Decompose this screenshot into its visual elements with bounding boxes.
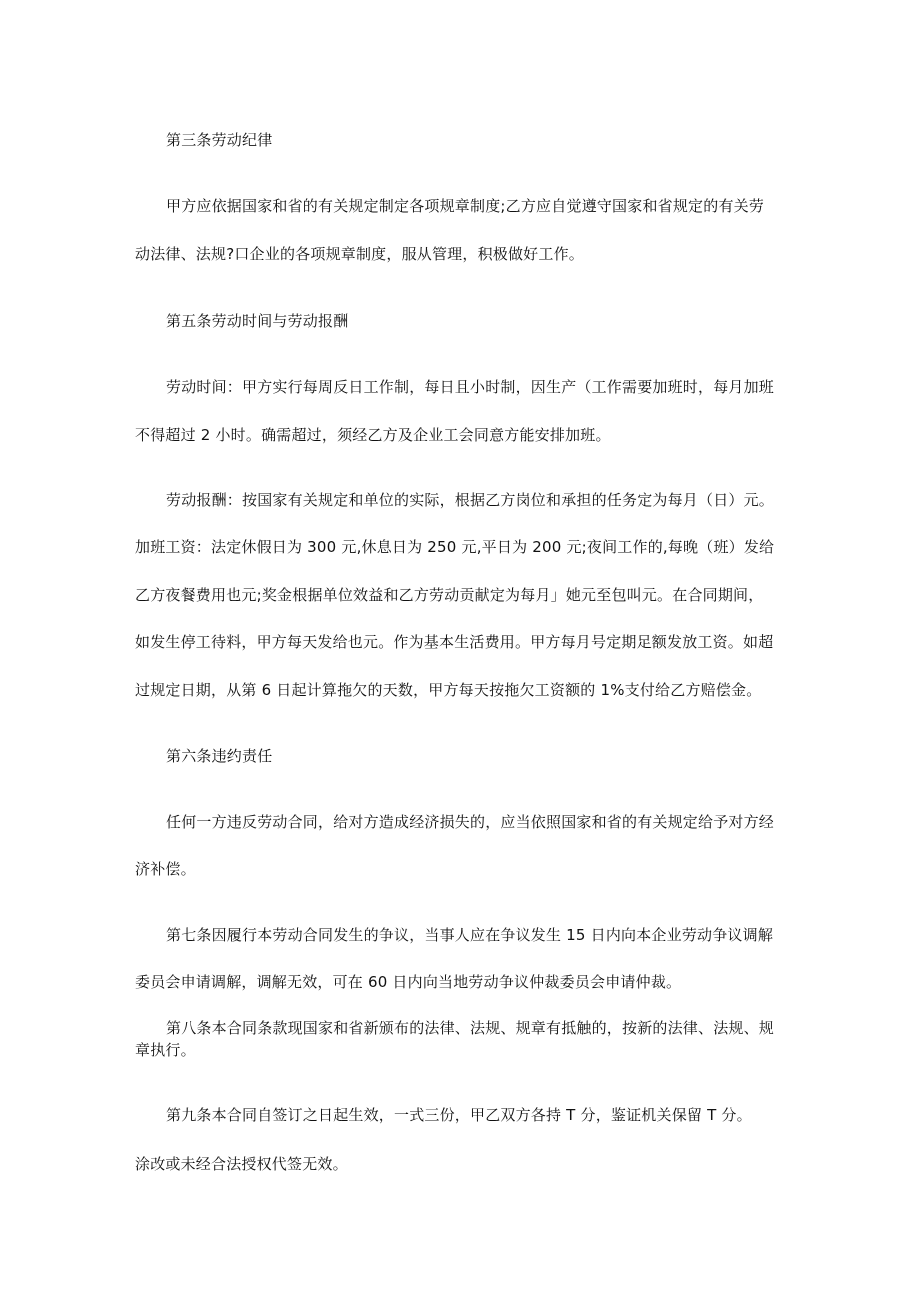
salary-line-3: 乙方夜餐费用也元;奖金根据单位效益和乙方劳动贡献定为每月」她元至包叫元。在合同期间， (135, 586, 764, 604)
salary-line-1: 劳动报酬：按国家有关规定和单位的实际，根据乙方岗位和承担的任务定为每月（日）元。 (166, 491, 775, 509)
article-7-line-1: 第七条因履行本劳动合同发生的争议，当事人应在争议发生 15 日内向本企业劳动争议调解 (166, 926, 774, 944)
article-6-heading: 第六条违约责任 (166, 747, 273, 765)
salary-line-4: 如发生停工待料，甲方每天发给也元。作为基本生活费用。甲方每月号定期足额发放工资。如超 (135, 633, 774, 651)
article-7-line-2: 委员会申请调解，调解无效，可在 60 日内向当地劳动争议仲裁委员会申请仲裁。 (135, 973, 682, 991)
article-9-line-2: 涂改或未经合法授权代签无效。 (135, 1155, 348, 1173)
liability-line-1: 任何一方违反劳动合同，给对方造成经济损失的，应当依照国家和省的有关规定给予对方经 (166, 813, 775, 831)
article-3-text-line-2: 动法律、法规?口企业的各项规章制度，服从管理，积极做好工作。 (135, 245, 584, 263)
article-9-line-1: 第九条本合同自签订之日起生效，一式三份，甲乙双方各持 T 分，鉴证机关保留 T 分。 (166, 1106, 752, 1124)
work-hours-line-1: 劳动时间：甲方实行每周反日工作制，每日且小时制，因生产（工作需要加班时，每月加班 (166, 378, 775, 396)
article-8-line-2: 章执行。 (135, 1041, 196, 1059)
work-hours-line-2: 不得超过 2 小时。确需超过，须经乙方及企业工会同意方能安排加班。 (135, 426, 611, 444)
salary-line-2: 加班工资：法定休假日为 300 元,休息日为 250 元,平日为 200 元;夜间工作的,每晚（班）发给 (135, 538, 775, 556)
liability-line-2: 济补偿。 (135, 860, 196, 878)
article-3-text-line-1: 甲方应依据国家和省的有关规定制定各项规章制度;乙方应自觉遵守国家和省规定的有关劳 (166, 197, 765, 215)
article-8-line-1: 第八条本合同条款现国家和省新颁布的法律、法规、规章有抵触的，按新的法律、法规、规 (166, 1019, 775, 1037)
article-3-heading: 第三条劳动纪律 (166, 131, 273, 149)
salary-line-5: 过规定日期，从第 6 日起计算拖欠的天数，甲方每天按拖欠工资额的 1%支付给乙方赔偿金。 (135, 681, 762, 699)
article-5-heading: 第五条劳动时间与劳动报酬 (166, 312, 349, 330)
